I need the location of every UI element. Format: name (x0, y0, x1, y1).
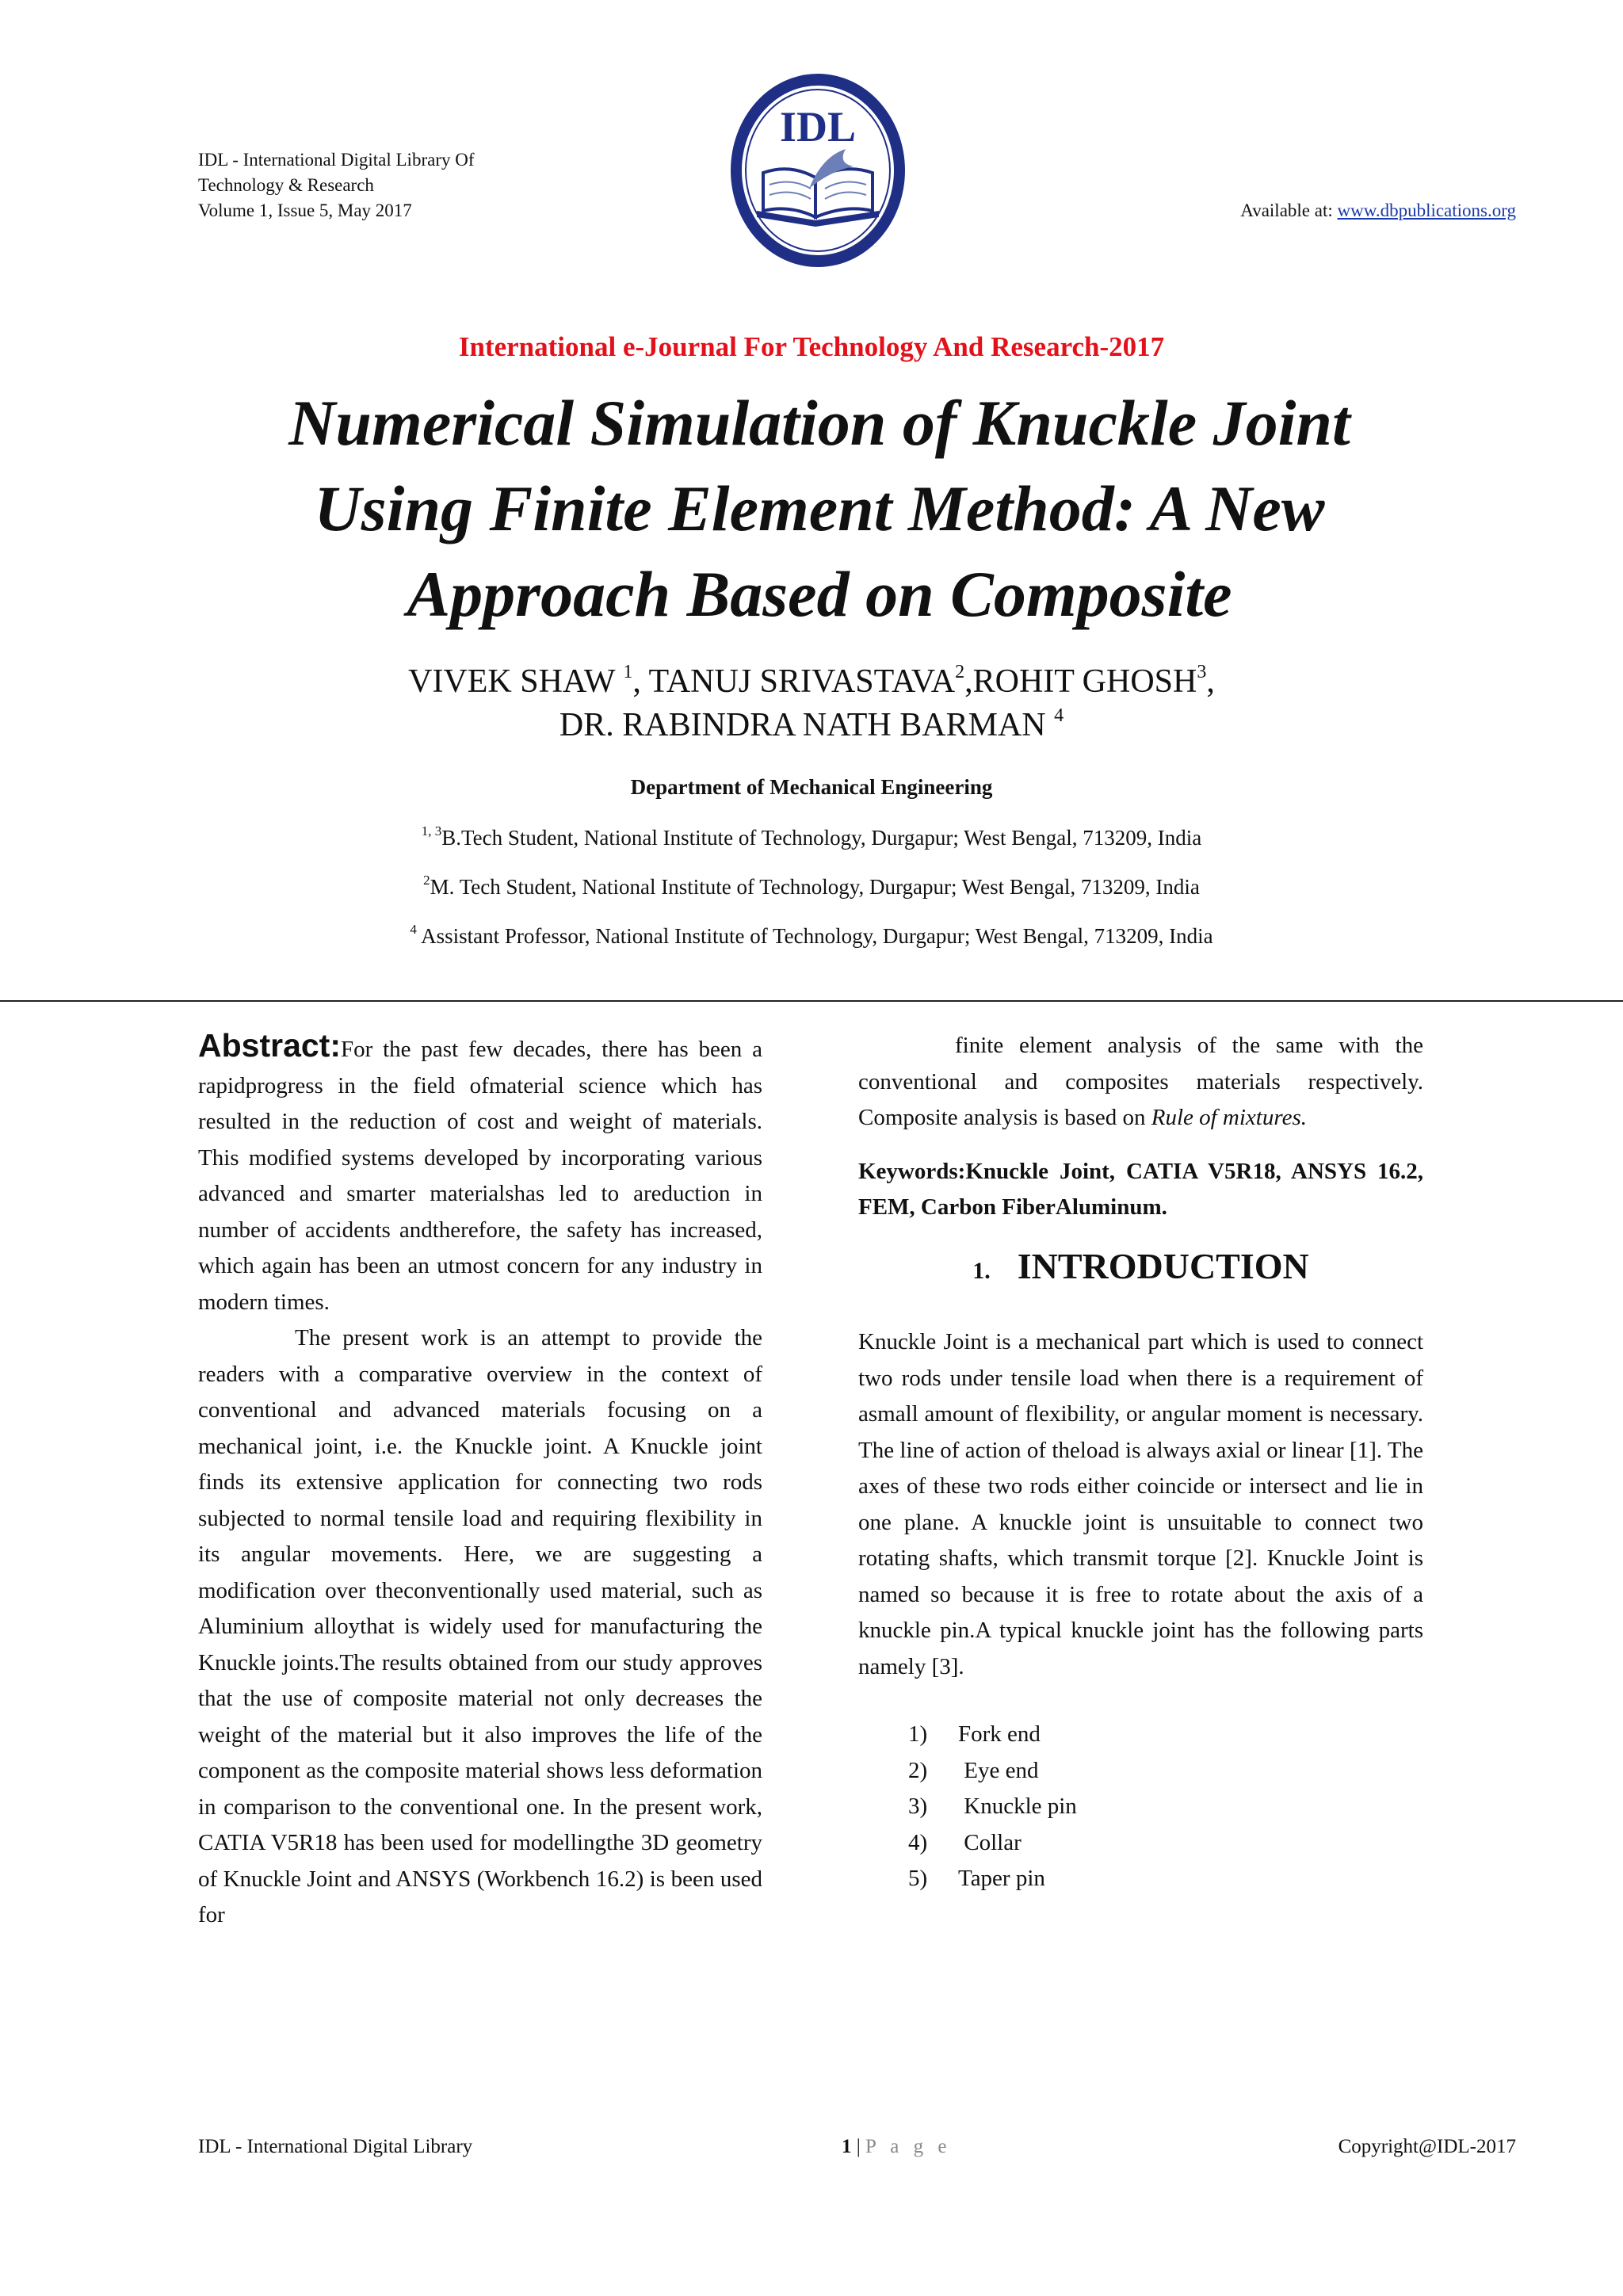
left-column (198, 1028, 762, 1934)
footer-library: IDL - International Digital Library (198, 2136, 473, 2157)
keywords: Keywords:Knuckle Joint, CATIA V5R18, ANSYS 16.2, FEM, Carbon FiberAluminum. (858, 1158, 1423, 1220)
abstract-italic-term: Rule of mixtures. (1151, 1105, 1307, 1130)
affiliation-mark: 4 (410, 922, 417, 937)
list-item (858, 1753, 1423, 1790)
department: Department of Mechanical Engineering (630, 775, 993, 799)
author-list (0, 660, 1623, 747)
abstract-text: finite element analysis of the same with the conventional and composites materials respectively. Composite analysis is based on (858, 1033, 1423, 1130)
section-heading (858, 1245, 1423, 1290)
author-name: VIVEK SHAW (408, 663, 624, 700)
abstract-paragraph (858, 1028, 1423, 1137)
affiliation-mark: 2 (423, 873, 430, 888)
affiliation-text: B.Tech Student, National Institute of Technology, Durgapur; West Bengal, 713209, India (441, 826, 1202, 850)
logo-text: IDL (779, 103, 857, 151)
page-num: 1 (842, 2136, 852, 2157)
paper-title (158, 380, 1480, 637)
available-label: Available at: (1240, 201, 1338, 220)
availability (1240, 198, 1516, 223)
volume-issue: Volume 1, Issue 5, May 2017 (198, 201, 412, 220)
list-number: 3) (908, 1794, 928, 1819)
abstract-paragraph: The present work is an attempt to provide the readers with a comparative overview in the context of conventional and advanced materials focusing on a mechanical joint, i.e. the Knuckle joint. A Knuckle joint finds its extensive application for connecting two rods subjected to normal tensile load and requiring flexibility in its angular movements. Here, we are suggesting a modification over theconventionally used material, such as Aluminium alloythat is widely used for manufacturing the Knuckle joints.The results obtained from our study approves that the use of composite material not only decreases the weight of the material but it also improves the life of the component as the composite material shows less deformation in comparison to the conventional one. In the present work, CATIA V5R18 has been used for modellingthe 3D geometry of Knuckle Joint and ANSYS (Workbench 16.2) is been used for (198, 1325, 762, 1927)
section-number: 1. (972, 1257, 991, 1284)
footer-copyright: Copyright@IDL-2017 (1338, 2136, 1516, 2157)
parts-list (858, 1717, 1423, 1897)
abstract-label: Abstract: (198, 1027, 341, 1064)
abstract-text: For the past few decades, there has been a rapidprogress in the field ofmaterial science which has resulted in the reduction of cost and weight of materials. This modified systems developed by incorporating various advanced and smarter materialshas led to areduction in number of accidents andtherefore, the safety has increased, which again has been an utmost concern for any industry in modern times. (198, 1037, 762, 1315)
publisher-line: IDL - International Digital Library Of (198, 150, 475, 170)
affiliation-text: M. Tech Student, National Institute of Technology, Durgapur; West Bengal, 713209, India (430, 875, 1200, 899)
author-separator: , (1206, 663, 1215, 700)
author-affil-mark: 2 (955, 662, 965, 682)
list-item (858, 1789, 1423, 1825)
list-label: Collar (958, 1829, 1022, 1855)
list-label: Fork end (958, 1721, 1041, 1747)
author-affil-mark: 3 (1197, 662, 1207, 682)
affiliation (0, 823, 1623, 850)
journal-website-link[interactable]: www.dbpublications.org (1337, 201, 1516, 220)
affiliation (0, 875, 1623, 900)
list-item (858, 1717, 1423, 1753)
list-label: Knuckle pin (958, 1794, 1077, 1819)
author-affil-mark: 1 (623, 662, 633, 682)
list-item (858, 1861, 1423, 1897)
right-column (858, 1028, 1423, 1897)
section-title: INTRODUCTION (1017, 1245, 1309, 1286)
author-name: , TANUJ SRIVASTAVA (632, 663, 956, 700)
publisher-info (198, 147, 475, 223)
affiliation-mark: 1, 3 (421, 823, 442, 839)
header-divider (0, 1000, 1623, 1002)
list-number: 2) (908, 1757, 928, 1783)
title-line: Using Finite Element Method: A New (314, 472, 1325, 544)
page-number (842, 2136, 951, 2158)
introduction-paragraph: Knuckle Joint is a mechanical part which is used to connect two rods under tensile load when there is a requirement of asmall amount of flexibility, or angular moment is necessary. The line of action of theload is always axial or linear [1]. The axes of these two rods either coincide or intersect and lie in one plane. A knuckle joint is unsuitable to connect two rotating shafts, which transmit torque [2]. Knuckle Joint is named so because it is free to rotate about the axis of a knuckle pin.A typical knuckle joint has the following parts namely [3]. (858, 1329, 1423, 1679)
list-item (858, 1825, 1423, 1862)
list-number: 5) (908, 1866, 928, 1891)
idl-logo (727, 70, 909, 272)
author-name: ,ROHIT GHOSH (964, 663, 1197, 700)
publisher-line: Technology & Research (198, 175, 374, 195)
affiliation-text: Assistant Professor, National Institute of Technology, Durgapur; West Bengal, 713209, India (416, 924, 1213, 948)
list-label: Eye end (958, 1757, 1039, 1783)
abstract-paragraph (198, 1028, 762, 1320)
list-label: Taper pin (958, 1866, 1045, 1891)
page-word: P a g e (865, 2136, 952, 2157)
list-number: 4) (908, 1829, 928, 1855)
list-number: 1) (908, 1721, 928, 1747)
page-separator: | (851, 2136, 866, 2157)
title-line: Approach Based on Composite (407, 558, 1232, 630)
author-affil-mark: 4 (1054, 705, 1064, 726)
journal-name: International e-Journal For Technology And Research-2017 (458, 331, 1165, 362)
author-name: DR. RABINDRA NATH BARMAN (559, 707, 1055, 743)
affiliation (0, 924, 1623, 949)
title-line: Numerical Simulation of Knuckle Joint (288, 387, 1350, 459)
